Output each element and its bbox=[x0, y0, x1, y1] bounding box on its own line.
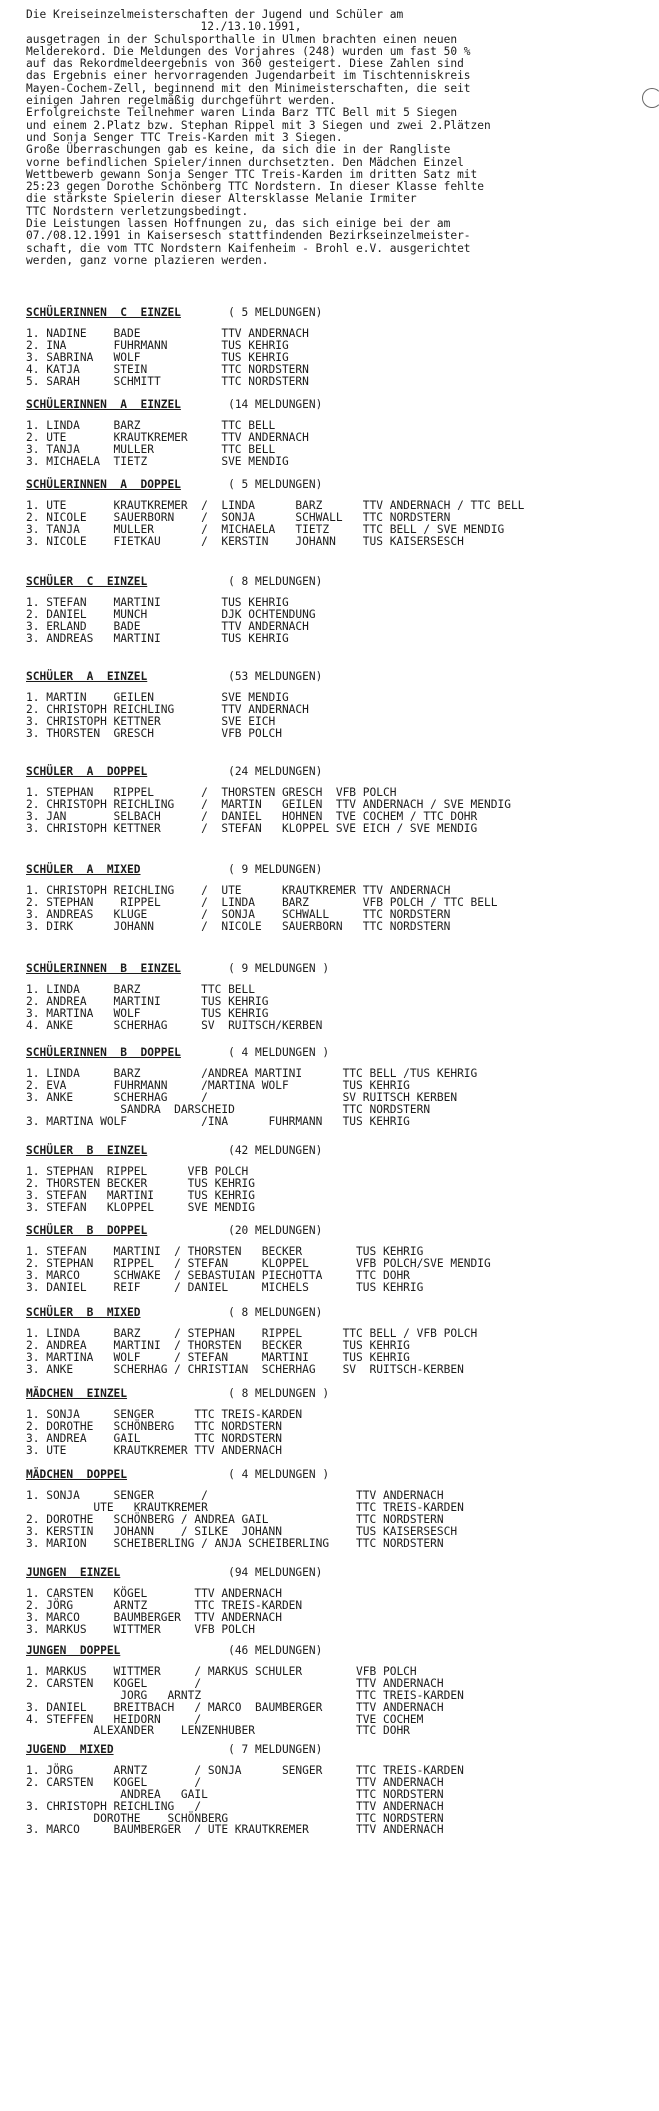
result-row: 2. DOROTHE SCHÖNBERG / ANDREA GAIL TTC NORDSTERN bbox=[26, 1512, 444, 1526]
result-row: JORG ARNTZ TTC TREIS-KARDEN bbox=[26, 1688, 464, 1702]
section-title: SCHÜLER A DOPPEL bbox=[26, 765, 148, 778]
result-row: 3. STEFAN MARTINI TUS KEHRIG bbox=[26, 1188, 256, 1202]
result-row: 2. ANDREA MARTINI / THORSTEN BECKER TUS KEHRIG bbox=[26, 1338, 410, 1352]
intro-line: die stärkste Spielerin dieser Altersklasse Melanie Irmiter bbox=[26, 192, 417, 206]
result-row: 3. MARTINA WOLF TUS KEHRIG bbox=[26, 1006, 269, 1020]
result-row: 3. CHRISTOPH KETTNER / STEFAN KLOPPEL SVE EICH / SVE MENDIG bbox=[26, 821, 478, 835]
result-row: 1. LINDA BARZ TTC BELL bbox=[26, 983, 256, 996]
result-row: 4. ANKE SCHERHAG SV RUITSCH/KERBEN bbox=[26, 1018, 323, 1032]
section-header bbox=[26, 398, 646, 412]
results-section bbox=[26, 1046, 646, 1127]
results-section bbox=[26, 575, 646, 645]
section-title: JUGEND MIXED bbox=[26, 1743, 114, 1756]
section-title: SCHÜLERINNEN A EINZEL bbox=[26, 398, 181, 411]
result-row: 2. INA FUHRMANN TUS KEHRIG bbox=[26, 338, 289, 352]
section-title: MÄDCHEN DOPPEL bbox=[26, 1468, 128, 1481]
result-row: 1. STEPHAN RIPPEL / THORSTEN GRESCH VFB POLCH bbox=[26, 786, 397, 799]
result-row: 1. MARTIN GEILEN SVE MENDIG bbox=[26, 691, 289, 704]
entry-count: (24 MELDUNGEN) bbox=[228, 765, 323, 778]
entry-count: (46 MELDUNGEN) bbox=[228, 1644, 323, 1657]
result-row: 3. MARCO BAUMBERGER / UTE KRAUTKREMER TTV ANDERNACH bbox=[26, 1823, 444, 1837]
entry-count: (53 MELDUNGEN) bbox=[228, 670, 323, 683]
result-row: 2. STEPHAN RIPPEL / LINDA BARZ VFB POLCH / TTC BELL bbox=[26, 895, 498, 909]
section-header bbox=[26, 1566, 646, 1580]
result-row: 2. STEPHAN RIPPEL / STEFAN KLOPPEL VFB POLCH/SVE MENDIG bbox=[26, 1256, 491, 1270]
section-header bbox=[26, 1743, 646, 1757]
intro-line: vorne befindlichen Spieler/innen durchsetzten. Den Mädchen Einzel bbox=[26, 155, 464, 169]
intro-line: das Ergebnis einer hervorragenden Jugendarbeit im Tischtenniskreis bbox=[26, 69, 471, 83]
result-row: 1. NADINE BADE TTV ANDERNACH bbox=[26, 327, 309, 340]
entry-count: ( 8 MELDUNGEN) bbox=[228, 1306, 323, 1319]
intro-line: Die Kreiseinzelmeisterschaften der Jugend und Schüler am bbox=[26, 8, 404, 21]
intro-line: 12./13.10.1991, bbox=[200, 20, 302, 34]
result-row: 3. MARTINA WOLF /INA FUHRMANN TUS KEHRIG bbox=[26, 1114, 410, 1128]
result-row: 2. UTE KRAUTKREMER TTV ANDERNACH bbox=[26, 430, 309, 444]
section-header bbox=[26, 575, 646, 589]
intro-line: Mayen-Cochem-Zell, beginnend mit den Minimeisterschaften, die seit bbox=[26, 81, 471, 95]
result-row: 1. LINDA BARZ TTC BELL bbox=[26, 419, 276, 432]
intro-paragraph bbox=[26, 9, 626, 267]
result-row: 2. CARSTEN KOGEL / TTV ANDERNACH bbox=[26, 1676, 444, 1690]
section-title: SCHÜLER B MIXED bbox=[26, 1306, 141, 1319]
results-section bbox=[26, 670, 646, 740]
section-title: SCHÜLER A MIXED bbox=[26, 863, 141, 876]
section-header bbox=[26, 478, 646, 492]
result-row: 3. CHRISTOPH REICHLING / TTV ANDERNACH bbox=[26, 1799, 444, 1813]
results-section bbox=[26, 1468, 646, 1549]
result-row: 3. JAN SELBACH / DANIEL HOHNEN TVE COCHEM / TTC DOHR bbox=[26, 809, 478, 823]
section-title: MÄDCHEN EINZEL bbox=[26, 1387, 128, 1400]
result-row: 3. DANIEL REIF / DANIEL MICHELS TUS KEHRIG bbox=[26, 1280, 424, 1294]
section-header bbox=[26, 1306, 646, 1320]
entry-count: ( 7 MELDUNGEN) bbox=[228, 1743, 323, 1756]
result-row: 2. NICOLE SAUERBORN / SONJA SCHWALL TTC NORDSTERN bbox=[26, 510, 451, 524]
intro-line: TTC Nordstern verletzungsbedingt. bbox=[26, 204, 249, 218]
intro-line: 07./08.12.1991 in Kaisersesch stattfindenden Bezirkseinzelmeister- bbox=[26, 229, 471, 243]
result-row: 3. THORSTEN GRESCH VFB POLCH bbox=[26, 726, 282, 740]
section-header bbox=[26, 1224, 646, 1238]
result-row: 1. JÖRG ARNTZ / SONJA SENGER TTC TREIS-KARDEN bbox=[26, 1764, 464, 1777]
result-row: 2. EVA FUHRMANN /MARTINA WOLF TUS KEHRIG bbox=[26, 1078, 410, 1092]
intro-line: Große Überraschungen gab es keine, da sich die in der Rangliste bbox=[26, 143, 451, 157]
result-row: 1. LINDA BARZ /ANDREA MARTINI TTC BELL /TUS KEHRIG bbox=[26, 1067, 478, 1080]
intro-line: und einem 2.Platz bzw. Stephan Rippel mit 3 Siegen und zwei 2.Plätzen bbox=[26, 118, 491, 132]
entry-count: (94 MELDUNGEN) bbox=[228, 1566, 323, 1579]
result-row: 3. SABRINA WOLF TUS KEHRIG bbox=[26, 350, 289, 364]
result-row: 1. STEFAN MARTINI / THORSTEN BECKER TUS KEHRIG bbox=[26, 1245, 424, 1258]
result-row: 3. MARCO BAUMBERGER TTV ANDERNACH bbox=[26, 1610, 282, 1624]
results-section bbox=[26, 306, 646, 387]
result-row: 3. DANIEL BREITBACH / MARCO BAUMBERGER TTV ANDERNACH bbox=[26, 1700, 444, 1714]
result-row: 3. TANJA MULLER TTC BELL bbox=[26, 442, 276, 456]
result-row: 1. STEFAN MARTINI TUS KEHRIG bbox=[26, 596, 289, 609]
result-row: 3. ANKE SCHERHAG / CHRISTIAN SCHERHAG SV RUITSCH-KERBEN bbox=[26, 1362, 464, 1376]
result-row: 5. SARAH SCHMITT TTC NORDSTERN bbox=[26, 374, 309, 388]
intro-line: Erfolgreichste Teilnehmer waren Linda Barz TTC Bell mit 5 Siegen bbox=[26, 106, 458, 120]
result-row: 2. THORSTEN BECKER TUS KEHRIG bbox=[26, 1176, 256, 1190]
result-row: 3. UTE KRAUTKREMER TTV ANDERNACH bbox=[26, 1443, 282, 1457]
entry-count: ( 5 MELDUNGEN) bbox=[228, 478, 323, 491]
result-row: 2. DANIEL MUNCH DJK OCHTENDUNG bbox=[26, 607, 316, 621]
result-row: 3. ANDREAS MARTINI TUS KEHRIG bbox=[26, 631, 289, 645]
result-row: 3. ANDREA GAIL TTC NORDSTERN bbox=[26, 1431, 282, 1445]
result-row: 3. CHRISTOPH KETTNER SVE EICH bbox=[26, 714, 276, 728]
intro-line: Die Leistungen lassen Hoffnungen zu, das sich einige bei der am bbox=[26, 217, 451, 231]
result-row: 4. KATJA STEIN TTC NORDSTERN bbox=[26, 362, 309, 376]
intro-line: 25:23 gegen Dorothe Schönberg TTC Nordstern. In dieser Klasse fehlte bbox=[26, 180, 485, 194]
result-row: 2. CHRISTOPH REICHLING TTV ANDERNACH bbox=[26, 702, 309, 716]
section-title: JUNGEN EINZEL bbox=[26, 1566, 121, 1579]
result-row: 3. STEFAN KLOPPEL SVE MENDIG bbox=[26, 1200, 256, 1214]
result-row: 3. MARION SCHEIBERLING / ANJA SCHEIBERLING TTC NORDSTERN bbox=[26, 1536, 444, 1550]
section-title: SCHÜLERINNEN B DOPPEL bbox=[26, 1046, 181, 1059]
intro-line: Melderekord. Die Meldungen des Vorjahres (248) wurden um fast 50 % bbox=[26, 44, 471, 58]
entry-count: ( 9 MELDUNGEN) bbox=[228, 863, 323, 876]
intro-line: ausgetragen in der Schulsporthalle in Ulmen brachten einen neuen bbox=[26, 32, 458, 46]
intro-line: und Sonja Senger TTC Treis-Karden mit 3 Siegen. bbox=[26, 130, 343, 144]
result-row: 2. CARSTEN KOGEL / TTV ANDERNACH bbox=[26, 1775, 444, 1789]
section-header bbox=[26, 1644, 646, 1658]
intro-line: werden, ganz vorne plazieren werden. bbox=[26, 253, 269, 267]
section-header bbox=[26, 670, 646, 684]
entry-count: (20 MELDUNGEN) bbox=[228, 1224, 323, 1237]
section-header bbox=[26, 1046, 646, 1060]
result-row: 1. SONJA SENGER / TTV ANDERNACH bbox=[26, 1489, 444, 1502]
punch-hole-mark bbox=[642, 88, 659, 108]
section-title: SCHÜLERINNEN B EINZEL bbox=[26, 962, 181, 975]
result-row: 2. CHRISTOPH REICHLING / MARTIN GEILEN TTV ANDERNACH / SVE MENDIG bbox=[26, 797, 511, 811]
section-title: SCHÜLERINNEN A DOPPEL bbox=[26, 478, 181, 491]
results-section bbox=[26, 1224, 646, 1294]
result-row: 3. KERSTIN JOHANN / SILKE JOHANN TUS KAISERSESCH bbox=[26, 1524, 458, 1538]
result-row: 1. CHRISTOPH REICHLING / UTE KRAUTKREMER TTV ANDERNACH bbox=[26, 884, 451, 897]
entry-count: ( 8 MELDUNGEN ) bbox=[228, 1387, 330, 1400]
results-section bbox=[26, 1743, 646, 1836]
result-row: 3. MARKUS WITTMER VFB POLCH bbox=[26, 1622, 256, 1636]
section-title: JUNGEN DOPPEL bbox=[26, 1644, 121, 1657]
result-row: 3. ANKE SCHERHAG / SV RUITSCH KERBEN bbox=[26, 1090, 458, 1104]
result-row: 3. DIRK JOHANN / NICOLE SAUERBORN TTC NORDSTERN bbox=[26, 919, 451, 933]
results-section bbox=[26, 1306, 646, 1376]
result-row: 1. STEPHAN RIPPEL VFB POLCH bbox=[26, 1165, 249, 1178]
result-row: 3. TANJA MULLER / MICHAELA TIETZ TTC BELL / SVE MENDIG bbox=[26, 522, 505, 536]
results-section bbox=[26, 1566, 646, 1636]
section-header bbox=[26, 1387, 646, 1401]
intro-line: Wettbewerb gewann Sonja Senger TTC Treis-Karden im dritten Satz mit bbox=[26, 167, 478, 181]
result-row: 3. MICHAELA TIETZ SVE MENDIG bbox=[26, 454, 289, 468]
section-header bbox=[26, 765, 646, 779]
entry-count: (14 MELDUNGEN) bbox=[228, 398, 323, 411]
results-section bbox=[26, 765, 646, 835]
intro-line: auf das Rekordmeldeergebnis von 360 gesteigert. Diese Zahlen sind bbox=[26, 57, 464, 71]
result-row: ALEXANDER LENZENHUBER TTC DOHR bbox=[26, 1724, 410, 1738]
result-row: 1. LINDA BARZ / STEPHAN RIPPEL TTC BELL / VFB POLCH bbox=[26, 1327, 478, 1340]
section-header bbox=[26, 306, 646, 320]
result-row: UTE KRAUTKREMER TTC TREIS-KARDEN bbox=[26, 1500, 464, 1514]
result-row: 2. DOROTHE SCHÖNBERG TTC NORDSTERN bbox=[26, 1419, 282, 1433]
result-row: 2. JÖRG ARNTZ TTC TREIS-KARDEN bbox=[26, 1598, 303, 1612]
result-row: 2. ANDREA MARTINI TUS KEHRIG bbox=[26, 994, 269, 1008]
section-header bbox=[26, 962, 646, 976]
results-section bbox=[26, 1387, 646, 1457]
results-section bbox=[26, 1644, 646, 1737]
results-section bbox=[26, 863, 646, 933]
result-row: 3. ANDREAS KLUGE / SONJA SCHWALL TTC NORDSTERN bbox=[26, 907, 451, 921]
section-title: SCHÜLER B DOPPEL bbox=[26, 1224, 148, 1237]
results-section bbox=[26, 478, 646, 548]
result-row: 3. MARCO SCHWAKE / SEBASTUIAN PIECHOTTA TTC DOHR bbox=[26, 1268, 410, 1282]
result-row: 3. NICOLE FIETKAU / KERSTIN JOHANN TUS KAISERSESCH bbox=[26, 534, 464, 548]
entry-count: ( 9 MELDUNGEN ) bbox=[228, 962, 330, 975]
section-header bbox=[26, 1144, 646, 1158]
entry-count: ( 5 MELDUNGEN) bbox=[228, 306, 323, 319]
section-header bbox=[26, 1468, 646, 1482]
intro-line: einigen Jahren regelmäßig durchgeführt werden. bbox=[26, 94, 336, 108]
section-title: SCHÜLER A EINZEL bbox=[26, 670, 148, 683]
intro-line: schaft, die vom TTC Nordstern Kaifenheim - Brohl e.V. ausgerichtet bbox=[26, 241, 471, 255]
results-section bbox=[26, 962, 646, 1032]
results-section bbox=[26, 1144, 646, 1214]
section-title: SCHÜLER B EINZEL bbox=[26, 1144, 148, 1157]
result-row: 1. CARSTEN KÖGEL TTV ANDERNACH bbox=[26, 1587, 282, 1600]
entry-count: ( 8 MELDUNGEN) bbox=[228, 575, 323, 588]
result-row: 4. STEFFEN HEIDORN / TVE COCHEM bbox=[26, 1712, 424, 1726]
entry-count: ( 4 MELDUNGEN ) bbox=[228, 1046, 330, 1059]
result-row: 3. MARTINA WOLF / STEFAN MARTINI TUS KEHRIG bbox=[26, 1350, 410, 1364]
result-row: DOROTHE SCHÖNBERG TTC NORDSTERN bbox=[26, 1811, 444, 1825]
section-title: SCHÜLERINNEN C EINZEL bbox=[26, 306, 181, 319]
result-row: SANDRA DARSCHEID TTC NORDSTERN bbox=[26, 1102, 431, 1116]
result-row: 1. UTE KRAUTKREMER / LINDA BARZ TTV ANDERNACH / TTC BELL bbox=[26, 499, 525, 512]
result-row: 1. SONJA SENGER TTC TREIS-KARDEN bbox=[26, 1408, 303, 1421]
results-section bbox=[26, 398, 646, 468]
section-header bbox=[26, 863, 646, 877]
entry-count: (42 MELDUNGEN) bbox=[228, 1144, 323, 1157]
result-row: 1. MARKUS WITTMER / MARKUS SCHULER VFB POLCH bbox=[26, 1665, 417, 1678]
result-row: ANDREA GAIL TTC NORDSTERN bbox=[26, 1787, 444, 1801]
result-row: 3. ERLAND BADE TTV ANDERNACH bbox=[26, 619, 309, 633]
section-title: SCHÜLER C EINZEL bbox=[26, 575, 148, 588]
entry-count: ( 4 MELDUNGEN ) bbox=[228, 1468, 330, 1481]
